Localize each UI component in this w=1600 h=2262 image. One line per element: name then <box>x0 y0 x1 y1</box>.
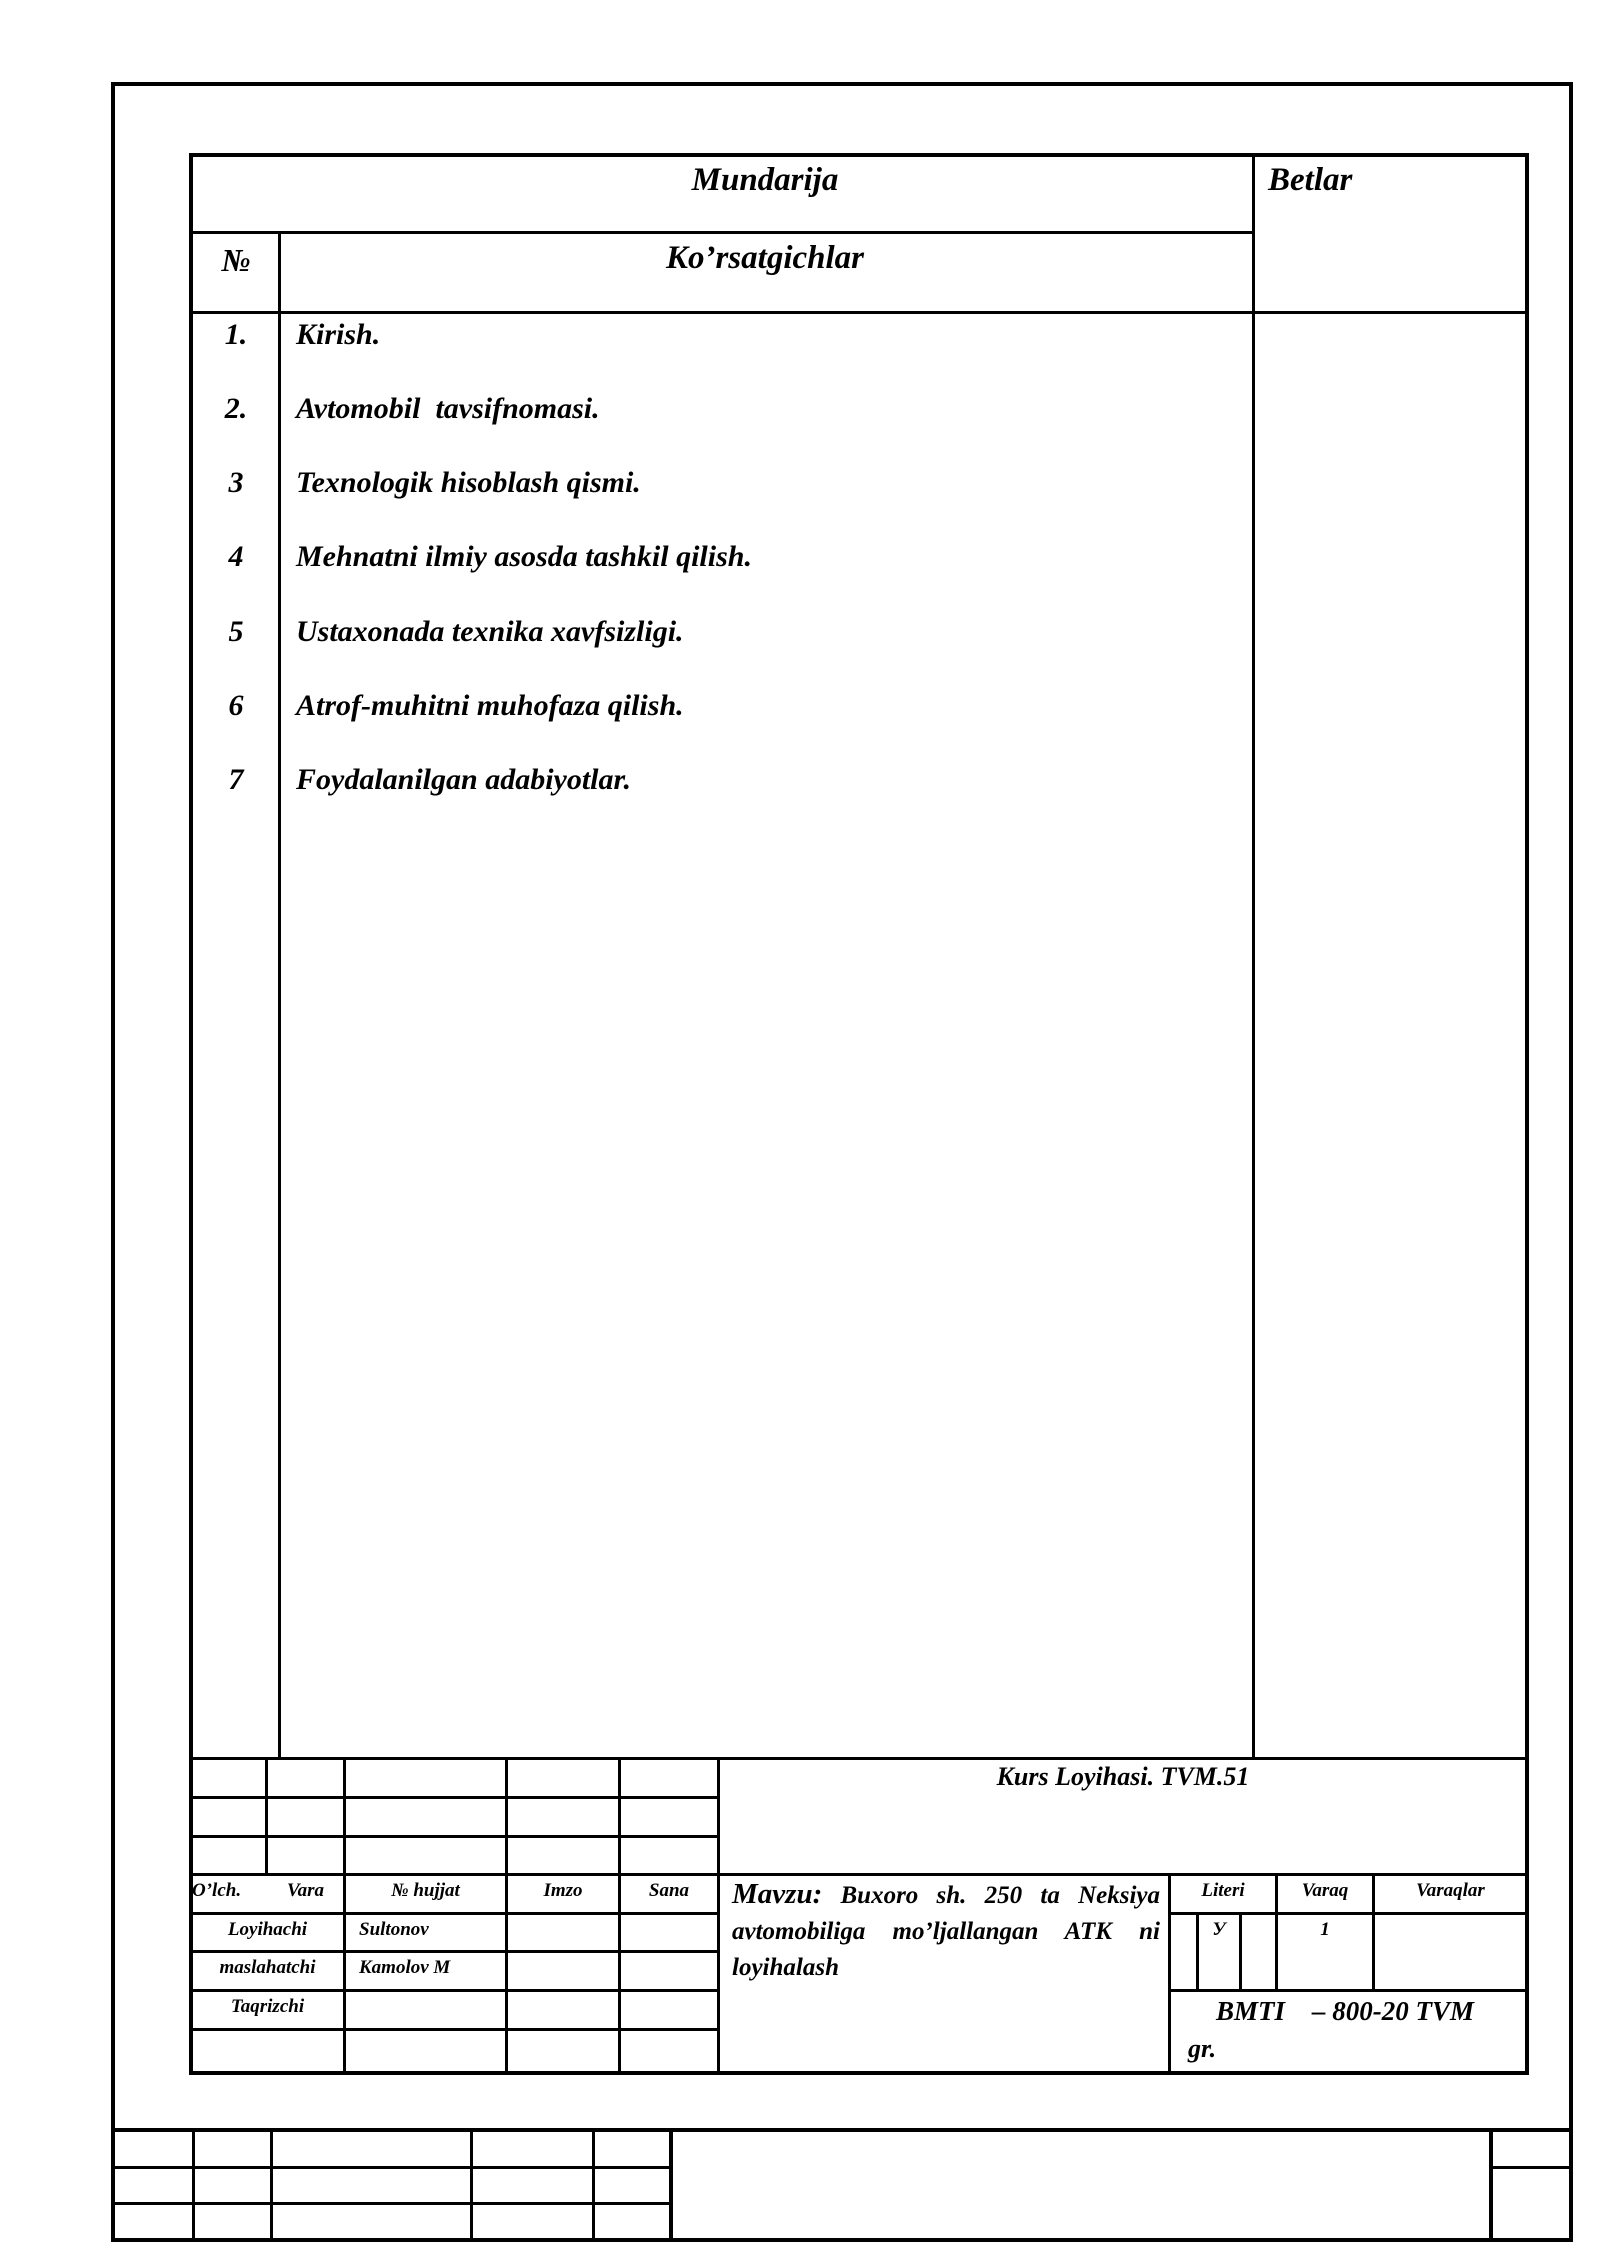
col-header-olch: O’lch. <box>192 1880 242 1901</box>
toc-entry: Foydalanilgan adabiyotlar. <box>296 763 632 796</box>
header-divider-1 <box>192 231 1252 234</box>
topic-block <box>732 1876 1160 1986</box>
role-loyihachi: Loyihachi <box>227 1919 308 1940</box>
bottom-strip-top <box>111 2128 1573 2132</box>
toc-number: 3 <box>228 466 244 499</box>
grid-h <box>1171 1989 1526 1992</box>
grid-v <box>1168 1876 1171 2072</box>
toc-entry: Texnologik hisoblash qismi. <box>296 466 641 499</box>
toc-number: 2. <box>224 392 248 425</box>
topic-label: Mavzu: <box>732 1878 823 1910</box>
contents-title: Mundarija <box>691 162 839 198</box>
name-maslahatchi: Kamolov M <box>359 1957 451 1978</box>
grid-v <box>343 1760 346 2072</box>
bottom-strip-v <box>669 2132 673 2238</box>
grid-h <box>192 2028 717 2031</box>
col-header-sana: Sana <box>648 1880 690 1901</box>
grid-h <box>192 1912 717 1915</box>
bottom-strip-h <box>1492 2166 1569 2169</box>
bottom-strip-h <box>115 2166 669 2169</box>
grid-v <box>717 1760 720 2072</box>
bottom-strip-v <box>1489 2132 1493 2238</box>
toc-entry: Atrof-muhitni muhofaza qilish. <box>296 689 684 722</box>
bottom-strip-v <box>592 2132 595 2238</box>
toc-number: 4 <box>228 540 244 573</box>
header-divider-2 <box>192 311 1526 314</box>
bottom-strip-v <box>470 2132 473 2238</box>
name-loyihachi: Sultonov <box>359 1919 429 1940</box>
toc-number: 1. <box>224 318 248 351</box>
topic-text: Buxoro sh. 250 ta Neksiya avtomobiliga mo’ljallangan ATK ni loyihalash <box>732 1882 1161 1981</box>
role-taqrizchi: Taqrizchi <box>230 1996 305 2017</box>
bottom-strip-h <box>115 2202 669 2205</box>
grid-h <box>192 1989 717 1992</box>
toc-entry: Avtomobil tavsifnomasi. <box>296 392 600 425</box>
grid-v <box>505 1760 508 2072</box>
toc-entry: Ustaxonada texnika xavfsizligi. <box>296 615 684 648</box>
grid-v <box>1239 1915 1242 1989</box>
role-maslahatchi: maslahatchi <box>219 1957 316 1978</box>
bottom-strip-v <box>270 2132 273 2238</box>
varaq-header: Varaq <box>1301 1880 1349 1901</box>
indicators-header: Ko’rsatgichlar <box>665 240 865 276</box>
toc-entry: Mehnatni ilmiy asosda tashkil qilish. <box>296 540 752 573</box>
literi-header: Literi <box>1201 1880 1245 1901</box>
toc-number: 6 <box>228 689 244 722</box>
toc-number: 5 <box>228 615 244 648</box>
col-header-hujjat: № hujjat <box>391 1880 460 1901</box>
varaqlar-header: Varaqlar <box>1416 1880 1485 1901</box>
toc-number: 7 <box>228 763 244 796</box>
col-header-imzo: Imzo <box>543 1880 583 1901</box>
literi-value: У <box>1212 1919 1226 1940</box>
pages-header: Betlar <box>1268 162 1353 198</box>
grid-h <box>1171 1912 1526 1915</box>
number-column-divider <box>278 233 281 1757</box>
varaq-value: 1 <box>1320 1919 1330 1940</box>
grid-h <box>192 1835 717 1838</box>
col-header-vara: Vara <box>287 1880 324 1901</box>
grid-h <box>192 1950 717 1953</box>
title-block-top <box>192 1757 1526 1760</box>
toc-entry: Kirish. <box>296 318 381 351</box>
project-title: Kurs Loyihasi. TVM.51 <box>996 1762 1250 1791</box>
number-header: № <box>221 242 251 278</box>
organization-suffix: gr. <box>1188 2034 1217 2063</box>
bottom-strip-v <box>192 2132 195 2238</box>
grid-h <box>192 1796 717 1799</box>
organization-code: BMTI – 800-20 TVM <box>1216 1996 1475 2026</box>
pages-column-divider <box>1252 157 1255 1757</box>
grid-v <box>265 1760 268 1875</box>
grid-v <box>618 1760 621 2072</box>
